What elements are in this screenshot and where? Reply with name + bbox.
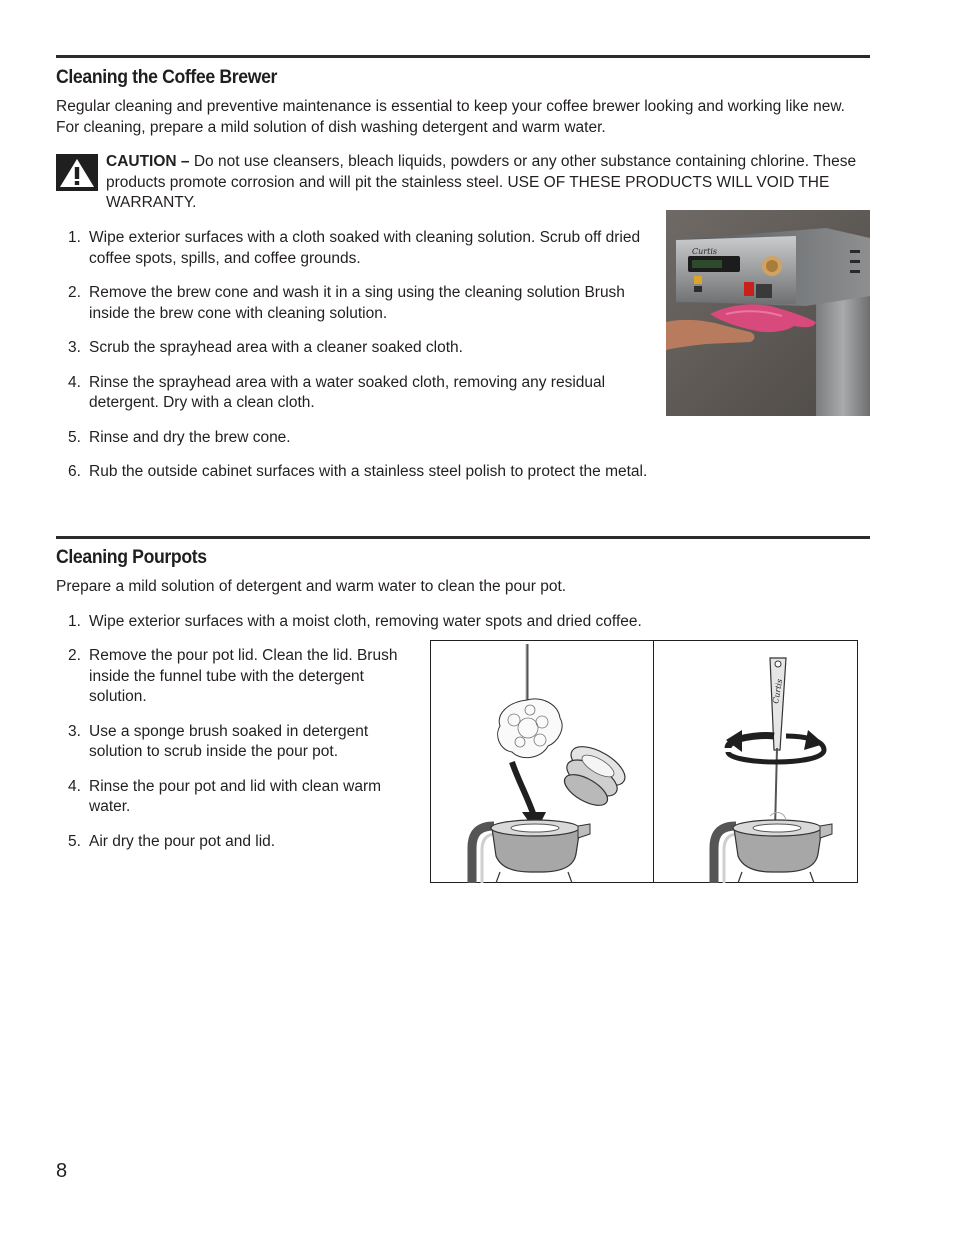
list-item: 5. Air dry the pour pot and lid. [68, 832, 276, 850]
pourpots-intro: Prepare a mild solution of detergent and warm water to clean the pour pot. [56, 578, 567, 595]
list-item: 2. Remove the brew cone and wash it in a sing using the cleaning solution Brush inside the brew cone with cleaning solution. [68, 284, 625, 322]
brewer-steps-list [56, 228, 666, 483]
pourpots-steps-list [56, 646, 418, 852]
list-item: 5. Rinse and dry the brew cone. [68, 428, 291, 446]
list-item: 4. Rinse the sprayhead area with a water soaked cloth, removing any residual detergent. Dry with a clean cloth. [68, 373, 606, 411]
list-item: 1. Wipe exterior surfaces with a moist cloth, removing water spots and dried coffee. [68, 613, 642, 630]
pourpots-section-title: Cleaning Pourpots [56, 547, 207, 568]
list-item: 1. Wipe exterior surfaces with a cloth soaked with cleaning solution. Scrub off dried coffee spots, spills, and coffee grounds. [68, 229, 641, 267]
pourpots-step1-list [56, 612, 870, 633]
brewer-brand-logo: Curtis [692, 247, 717, 256]
list-item: 3. Use a sponge brush soaked in detergent solution to scrub inside the pour pot. [68, 722, 369, 760]
brewer-cleaning-photo [666, 210, 870, 416]
page-number: 8 [56, 1160, 68, 1182]
list-item: 6. Rub the outside cabinet surfaces with a stainless steel polish to protect the metal. [68, 463, 648, 480]
list-item: 3. Scrub the sprayhead area with a cleaner soaked cloth. [68, 339, 463, 356]
brewer-section-title: Cleaning the Coffee Brewer [56, 67, 278, 88]
section-rule-pourpots [56, 536, 870, 539]
brush-brand-logo: Curtis [771, 678, 785, 705]
caution-body: Do not use cleansers, bleach liquids, powders or any other substance containing chlorine. These products promote corrosion and will pit the stainless steel. USE OF THESE PRODUCTS WILL VOID THE WARRANTY. [106, 153, 857, 211]
caution-text [106, 152, 870, 214]
pourpot-cleaning-illustration [430, 640, 858, 883]
section-rule-brewer [56, 55, 870, 58]
list-item: 2. Remove the pour pot lid. Clean the lid. Brush inside the funnel tube with the detergent solution. [68, 647, 398, 705]
warning-triangle-icon [56, 154, 98, 191]
list-item: 4. Rinse the pour pot and lid with clean warm water. [68, 777, 382, 815]
brewer-intro: Regular cleaning and preventive maintenance is essential to keep your coffee brewer looking and working like new. For cleaning, prepare a mild solution of dish washing detergent and warm water. [56, 98, 845, 136]
caution-label: CAUTION – [106, 153, 190, 170]
